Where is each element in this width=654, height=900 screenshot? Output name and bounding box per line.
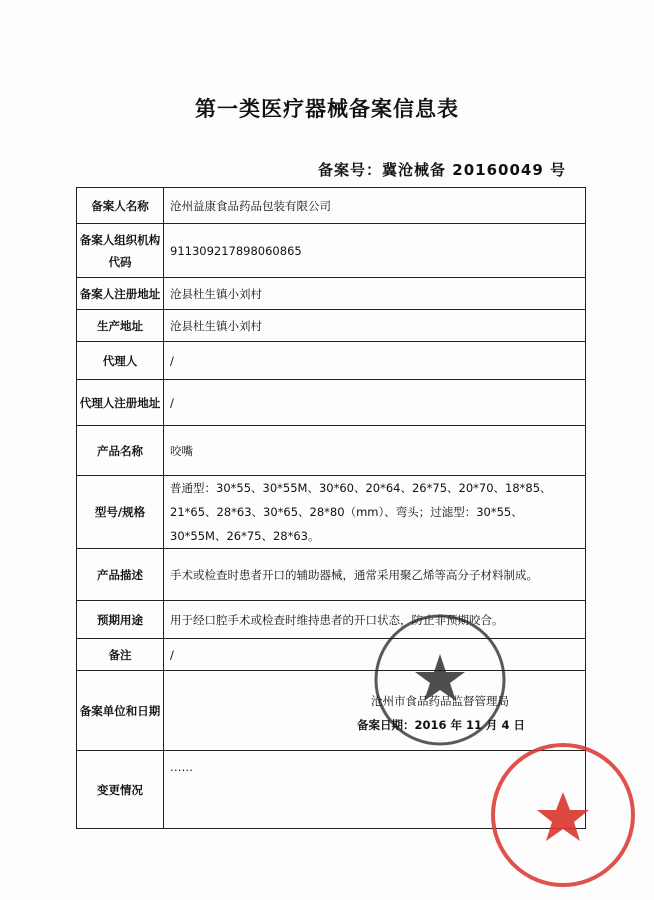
table-row (77, 549, 586, 601)
row-label: 备案人组织机构代码 (77, 224, 164, 278)
table-row (77, 278, 586, 310)
row-label: 变更情况 (77, 751, 164, 829)
table-row (77, 310, 586, 342)
filing-agency: 沧州市食品药品监督管理局 (371, 694, 509, 708)
table-row (77, 476, 586, 549)
filing-date: 备案日期：2016 年 11 月 4 日 (356, 718, 525, 732)
row-value: 手术或检查时患者开口的辅助器械，通常采用聚乙烯等高分子材料制成。 (164, 549, 586, 601)
row-label: 代理人注册地址 (77, 380, 164, 426)
row-label: 产品描述 (77, 549, 164, 601)
row-label: 备案单位和日期 (77, 671, 164, 751)
row-value: 911309217898060865 (164, 224, 586, 278)
table-row (77, 671, 586, 751)
row-label: 备案人注册地址 (77, 278, 164, 310)
row-value: / (164, 342, 586, 380)
table-row (77, 601, 586, 639)
record-info-table (76, 187, 586, 829)
row-value: 沧县杜生镇小刘村 (164, 310, 586, 342)
row-value: 咬嘴 (164, 426, 586, 476)
row-value: / (164, 380, 586, 426)
row-label: 预期用途 (77, 601, 164, 639)
row-value: 沧州益康食品药品包装有限公司 (164, 188, 586, 224)
row-label: 型号/规格 (77, 476, 164, 549)
row-label: 产品名称 (77, 426, 164, 476)
row-label: 代理人 (77, 342, 164, 380)
table-row (77, 188, 586, 224)
row-label: 备注 (77, 639, 164, 671)
row-label: 生产地址 (77, 310, 164, 342)
row-value: 用于经口腔手术或检查时维持患者的开口状态，防止非预期咬合。 (164, 601, 586, 639)
company-seal-icon (488, 740, 638, 890)
row-value: 普通型：30*55、30*55M、30*60、20*64、26*75、20*70、18*85、21*65、28*63、30*65、28*80（mm）、弯头；过滤型：30*55、30*55M、26*75、28*63。 (164, 476, 586, 549)
record-number: 备案号：冀沧械备 20160049 号 (318, 161, 566, 179)
agency-seal-icon (372, 612, 508, 748)
row-label: 备案人名称 (77, 188, 164, 224)
table-row (77, 342, 586, 380)
row-value: 沧县杜生镇小刘村 (164, 278, 586, 310)
row-value: …… (164, 751, 586, 829)
row-value: / (164, 639, 586, 671)
table-row (77, 380, 586, 426)
page-title: 第一类医疗器械备案信息表 (195, 97, 459, 121)
table-row (77, 224, 586, 278)
table-row (77, 639, 586, 671)
table-row (77, 426, 586, 476)
